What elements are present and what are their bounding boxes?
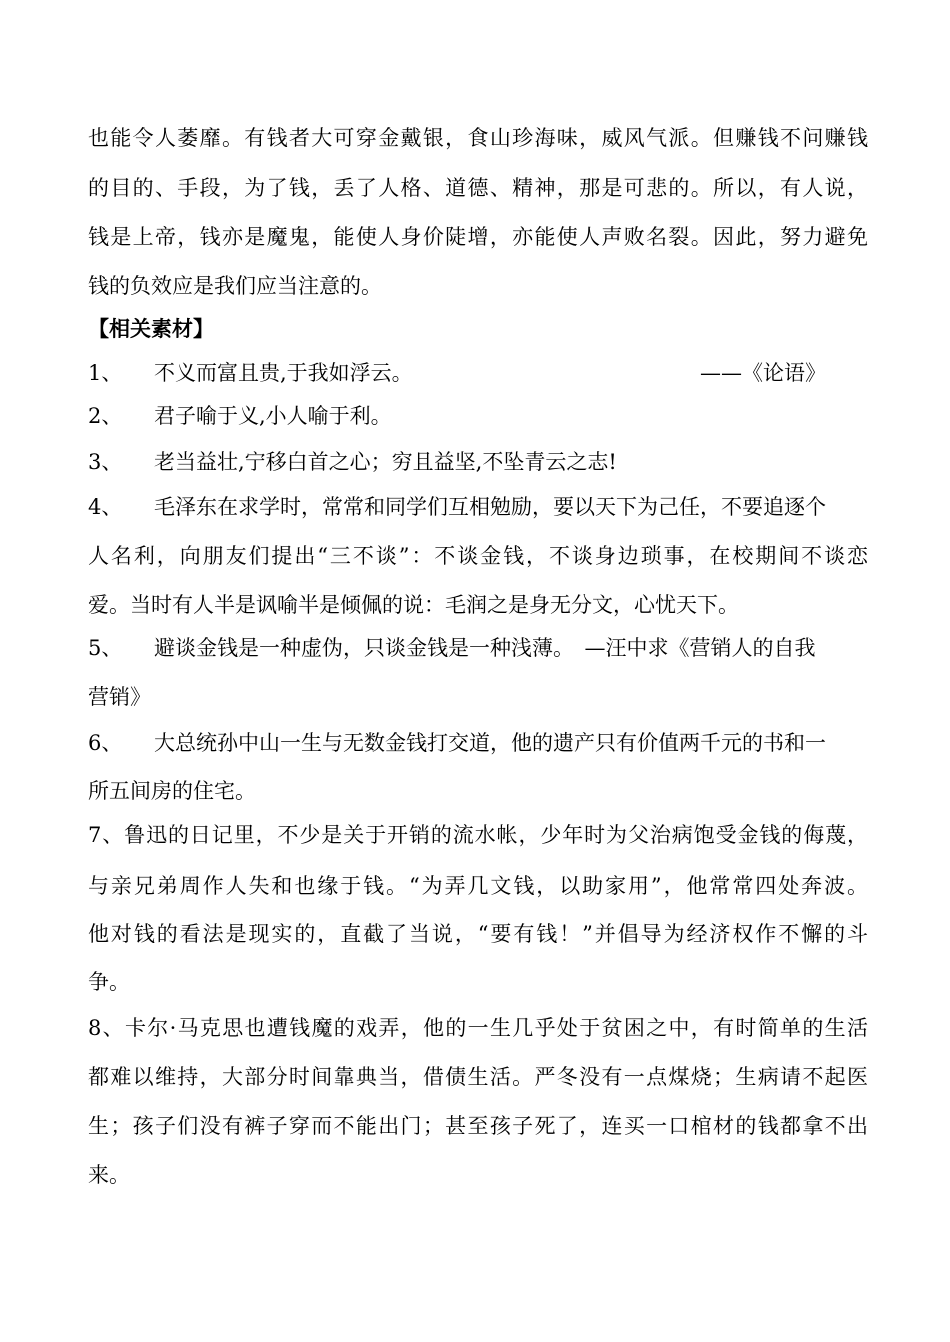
- item-text: 大总统孙中山一生与无数金钱打交道，他的遗产只有价值两千元的书和一: [154, 731, 826, 755]
- list-item: [88, 358, 868, 388]
- item-text: 君子喻于义,小人喻于利。: [154, 404, 392, 428]
- paragraph-8-line: 都难以维持，大部分时间靠典当，借债生活。严冬没有一点煤烧；生病请不起医: [88, 1065, 868, 1089]
- list-item: [88, 492, 868, 522]
- paragraph-7-line: 争。: [88, 970, 130, 994]
- section-heading: 【相关素材】: [88, 317, 214, 341]
- list-item: [88, 633, 868, 663]
- item-number: 4、: [88, 495, 123, 519]
- item-continuation: 所五间房的住宅。: [88, 779, 256, 803]
- item-text: 老当益壮,宁移白首之心；穷且益坚,不坠青云之志!: [154, 450, 617, 474]
- item-text: 不义而富且贵,于我如浮云。: [154, 361, 413, 385]
- item-text: 避谈金钱是一种虚伪，只谈金钱是一种浅薄。 —汪中求《营销人的自我: [154, 636, 816, 660]
- item-continuation: 营销》: [88, 685, 151, 709]
- paragraph-8-line: 生；孩子们没有裤子穿而不能出门；甚至孩子死了，连买一口棺材的钱都拿不出: [88, 1114, 868, 1138]
- paragraph-7-line: 他对钱的看法是现实的，直截了当说，“要有钱！”并倡导为经济权作不懈的斗: [88, 922, 868, 946]
- item-continuation: 爱。当时有人半是讽喻半是倾佩的说：毛润之是身无分文，心忧天下。: [88, 593, 739, 617]
- list-item: [88, 401, 868, 431]
- list-item: [88, 728, 868, 758]
- intro-line: 钱是上帝，钱亦是魔鬼，能使人身价陡增，亦能使人声败名裂。因此，努力避免: [88, 225, 868, 249]
- item-number: 1、: [88, 361, 123, 385]
- paragraph-7-line: 7、鲁迅的日记里，不少是关于开销的流水帐，少年时为父治病饱受金钱的侮蔑，: [88, 823, 868, 847]
- intro-line: 也能令人萎靡。有钱者大可穿金戴银，食山珍海味，威风气派。但赚钱不问赚钱: [88, 126, 868, 150]
- list-item: [88, 447, 868, 477]
- item-number: 2、: [88, 404, 123, 428]
- item-continuation: 人名利，向朋友们提出“三不谈”：不谈金钱，不谈身边琐事，在校期间不谈恋: [88, 544, 868, 568]
- item-text: 毛泽东在求学时，常常和同学们互相勉励，要以天下为己任，不要追逐个: [154, 495, 826, 519]
- intro-line: 钱的负效应是我们应当注意的。: [88, 274, 382, 298]
- paragraph-8-line: 8、卡尔·马克思也遭钱魔的戏弄，他的一生几乎处于贫困之中，有时简单的生活: [88, 1016, 868, 1040]
- item-number: 6、: [88, 731, 123, 755]
- item-number: 5、: [88, 636, 123, 660]
- paragraph-7-line: 与亲兄弟周作人失和也缘于钱。“为弄几文钱，以助家用”，他常常四处奔波。: [88, 874, 868, 898]
- item-number: 3、: [88, 450, 123, 474]
- intro-line: 的目的、手段，为了钱，丢了人格、道德、精神，那是可悲的。所以，有人说，: [88, 176, 868, 200]
- paragraph-8-line: 来。: [88, 1163, 130, 1187]
- item-source: ——《论语》: [700, 361, 826, 385]
